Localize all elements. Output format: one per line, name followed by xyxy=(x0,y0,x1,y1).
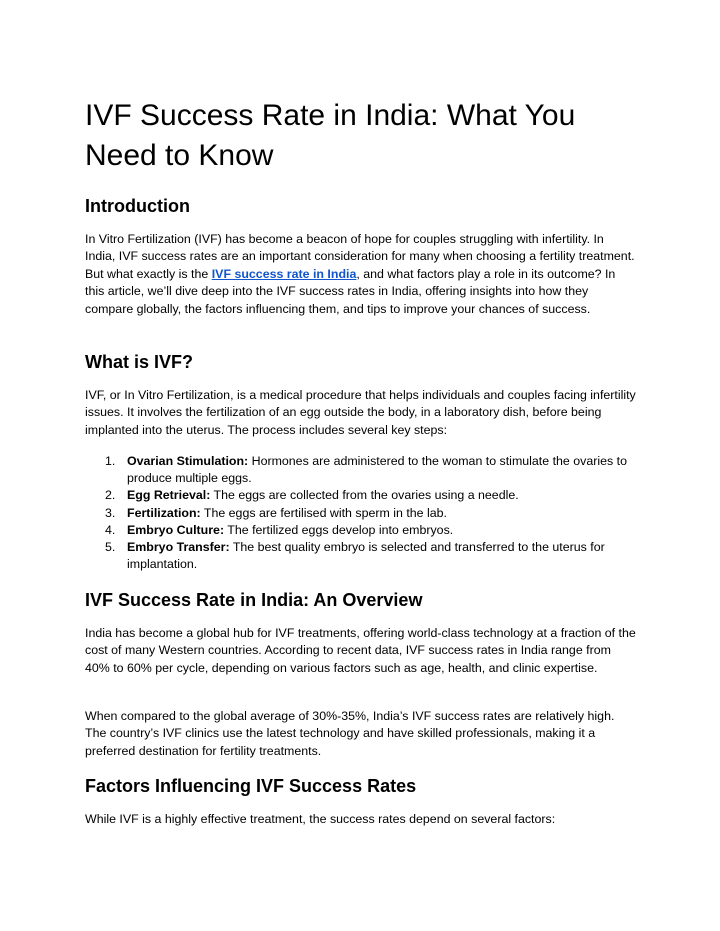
list-item: 1. Ovarian Stimulation: Hormones are administered to the woman to stimulate the ovaries to produce multiple eggs. xyxy=(105,454,627,486)
factors-paragraph: While IVF is a highly effective treatment, the success rates depend on several factors: xyxy=(85,812,556,826)
ivf-steps-list xyxy=(85,453,645,573)
heading-overview: IVF Success Rate in India: An Overview xyxy=(85,590,423,610)
list-item: 4. Embryo Culture: The fertilized eggs develop into embryos. xyxy=(105,522,454,537)
intro-text-after: , and what factors play a role in its outcome? In this article, we’ll dive deep into the IVF success rates in India, offering insights into how they compare globally, the factors influencing them, and tips to improve your chances of success. xyxy=(85,266,616,316)
what-is-ivf-paragraph: IVF, or In Vitro Fertilization, is a medical procedure that helps individuals and couples facing infertility issues. It involves the fertilization of an egg outside the body, in a laboratory dish, before being implanted into the uterus. The process includes several key steps: xyxy=(85,388,636,437)
list-item: 5. Embryo Transfer: The best quality embryo is selected and transferred to the uterus for implantation. xyxy=(105,540,605,572)
list-item: 2. Egg Retrieval: The eggs are collected from the ovaries using a needle. xyxy=(105,488,519,503)
page-title: IVF Success Rate in India: What You Need to Know xyxy=(85,99,576,172)
heading-factors: Factors Influencing IVF Success Rates xyxy=(85,776,417,796)
ivf-success-rate-link[interactable]: IVF success rate in India xyxy=(211,266,357,281)
intro-text-before: In Vitro Fertilization (IVF) has become a beacon of hope for couples struggling with infertility. In India, IVF success rates are an important consideration for many when choosing a fertility treatment. But what exactly is the xyxy=(85,232,635,281)
heading-introduction: Introduction xyxy=(85,196,190,216)
overview-paragraph-1: India has become a global hub for IVF treatments, offering world-class technology at a fraction of the cost of many Western countries. According to recent data, IVF success rates in India range from 40% to 60% per cycle, depending on various factors such as age, health, and clinic expertise. xyxy=(85,626,636,675)
heading-what-is-ivf: What is IVF? xyxy=(85,352,193,372)
list-item: 3. Fertilization: The eggs are fertilised with sperm in the lab. xyxy=(105,505,447,520)
overview-paragraph-2: When compared to the global average of 30%-35%, India’s IVF success rates are relatively high. The country’s IVF clinics use the latest technology and have skilled professionals, making it a preferred destination for fertility treatments. xyxy=(85,709,615,758)
intro-paragraph xyxy=(85,231,637,318)
